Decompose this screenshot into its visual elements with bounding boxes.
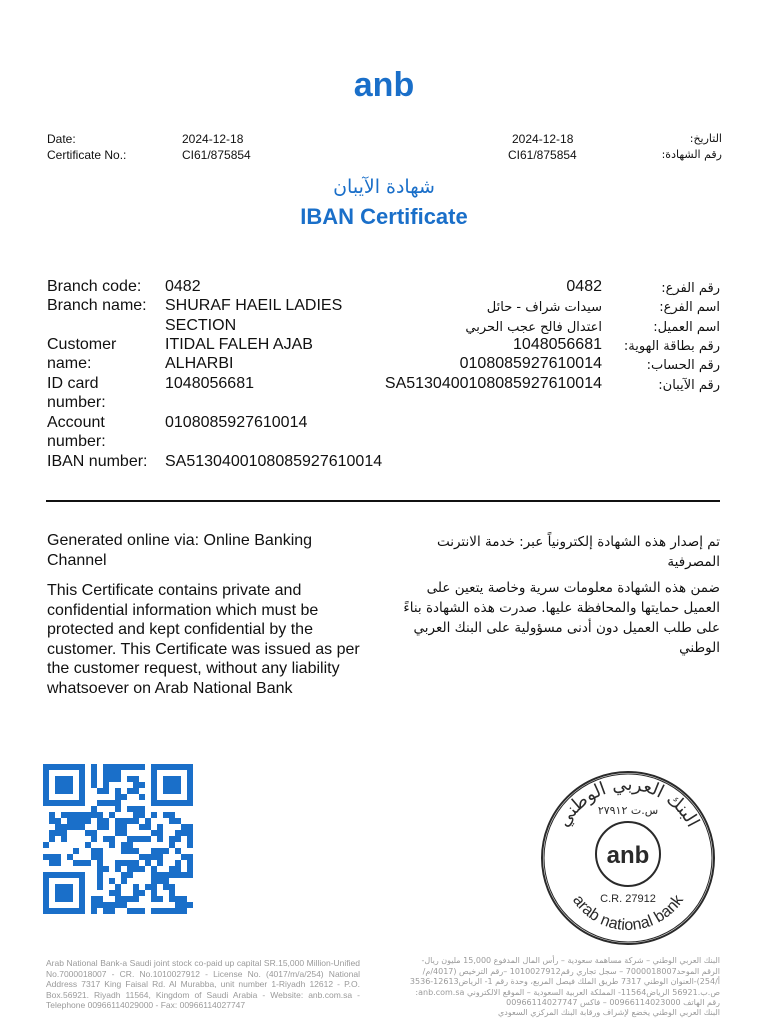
qr-module [151,872,157,878]
qr-module [175,836,181,842]
qr-module [151,812,157,818]
qr-module [115,890,121,896]
qr-module [175,818,181,824]
qr-module [121,794,127,800]
qr-module [169,836,175,842]
qr-module [109,836,115,842]
qr-module [91,836,97,842]
qr-module [157,896,163,902]
qr-module [127,788,133,794]
qr-module [103,824,109,830]
qr-module [91,908,97,914]
qr-module [145,860,151,866]
qr-module [73,818,79,824]
qr-module [79,812,85,818]
qr-module [91,812,97,818]
qr-module [181,854,187,860]
qr-module [151,866,157,872]
qr-module [115,902,121,908]
qr-module [169,890,175,896]
title-arabic: شهادة الآيبان [333,176,435,198]
qr-module [91,830,97,836]
footer-arabic-note: البنك العربي الوطني يخضع لإشراف ورقابة البنك المركزي السعودي [498,1008,720,1017]
qr-module [187,842,193,848]
generated-note: Generated online via: Online Banking Channel [47,532,313,569]
qr-module [187,866,193,872]
qr-module [169,872,175,878]
qr-module [175,908,181,914]
certificate-value-ar: CI61/875854 [508,148,577,162]
qr-module [133,848,139,854]
qr-module [187,902,193,908]
qr-code [43,764,193,914]
qr-module [61,812,67,818]
qr-module [97,872,103,878]
qr-module [55,776,73,794]
qr-module [181,830,187,836]
qr-module [139,890,145,896]
qr-module [91,854,97,860]
qr-module [97,884,103,890]
qr-module [181,824,187,830]
qr-module [67,854,73,860]
stamp-logo: anb [606,842,650,869]
qr-module [49,854,55,860]
qr-module [127,806,133,812]
qr-module [115,824,121,830]
qr-module [103,902,109,908]
qr-module [151,896,157,902]
qr-module [91,776,97,782]
qr-module [133,836,139,842]
qr-module [79,824,85,830]
qr-module [103,776,109,782]
account-label-2: number: [47,433,106,450]
qr-module [115,806,121,812]
svg-text:anb: anb [353,68,415,104]
qr-module [55,854,61,860]
qr-module [139,806,145,812]
qr-module [55,824,61,830]
qr-module [103,800,109,806]
qr-module [169,818,175,824]
qr-module [121,842,127,848]
qr-module [187,830,193,836]
qr-module [85,842,91,848]
qr-module [133,818,139,824]
account-value-ar: 0108085927610014 [459,355,602,372]
iban-label: IBAN number: [47,453,148,470]
id-value-ar: 1048056681 [513,336,602,353]
qr-module [127,866,133,872]
qr-module [151,830,157,836]
qr-module [181,902,187,908]
qr-module [151,878,157,884]
qr-module [79,818,85,824]
qr-module [187,824,193,830]
id-label-2: number: [47,394,106,411]
qr-module [133,860,139,866]
qr-module [127,896,133,902]
qr-module [49,860,55,866]
qr-module [73,860,79,866]
account-label-ar: رقم الحساب: [646,358,720,373]
branch-code-value: 0482 [165,278,201,295]
qr-module [121,878,127,884]
qr-module [115,776,121,782]
qr-module [175,896,181,902]
certificate-value: CI61/875854 [182,148,251,162]
qr-module [97,866,103,872]
qr-module [97,860,103,866]
qr-module [85,818,91,824]
qr-module [115,884,121,890]
qr-module [67,812,73,818]
qr-module [133,890,139,896]
qr-module [133,782,139,788]
qr-module [127,860,133,866]
id-label-1: ID card [47,375,99,392]
qr-module [127,842,133,848]
qr-module [133,788,139,794]
qr-module [145,854,151,860]
qr-module [97,824,103,830]
branch-name-value-ar: سيدات شراف - حائل [486,300,602,315]
qr-module [133,776,139,782]
qr-module [49,812,55,818]
qr-module [91,848,97,854]
bank-stamp [538,768,718,948]
qr-module [145,884,151,890]
qr-module [115,764,121,770]
stamp-ring-english: arab national bank [569,891,687,935]
qr-module [121,818,127,824]
qr-module [103,782,109,788]
qr-module [181,908,187,914]
qr-module [157,848,163,854]
qr-module [97,902,103,908]
qr-module [139,794,145,800]
customer-label-ar: اسم العميل: [653,320,720,335]
qr-module [127,776,133,782]
qr-module [55,884,73,902]
qr-module [163,908,169,914]
qr-module [67,824,73,830]
qr-module [157,878,163,884]
qr-module [91,896,97,902]
qr-module [157,824,163,830]
account-value: 0108085927610014 [165,414,308,431]
qr-module [139,908,145,914]
qr-module [91,806,97,812]
qr-module [133,764,139,770]
qr-module [157,908,163,914]
qr-module [121,764,127,770]
qr-module [61,836,67,842]
branch-code-label-ar: رقم الفرع: [661,281,720,296]
qr-module [163,776,181,794]
qr-module [109,890,115,896]
qr-module [175,860,181,866]
qr-module [127,872,133,878]
qr-module [103,788,109,794]
qr-module [139,782,145,788]
qr-module [115,866,121,872]
qr-module [145,824,151,830]
qr-module [49,818,55,824]
stamp-ring-arabic: البنك العربي الوطني [552,773,704,831]
qr-module [151,854,157,860]
qr-module [175,866,181,872]
qr-module [121,848,127,854]
qr-module [169,896,175,902]
qr-module [115,800,121,806]
qr-module [91,770,97,776]
date-value: 2024-12-18 [182,132,244,146]
date-label: Date: [47,132,76,146]
qr-module [139,824,145,830]
qr-module [133,884,139,890]
qr-module [85,860,91,866]
date-label-ar: التاريخ: [689,132,722,145]
qr-module [163,872,169,878]
qr-module [139,866,145,872]
iban-value: SA5130400108085927610014 [165,453,383,470]
qr-module [103,764,109,770]
qr-module [73,812,79,818]
qr-module [43,842,49,848]
qr-module [175,872,181,878]
certificate-label: Certificate No.: [47,148,127,162]
qr-module [121,830,127,836]
qr-module [175,902,181,908]
qr-module [181,896,187,902]
qr-module [103,836,109,842]
qr-module [55,830,61,836]
generated-note-ar: تم إصدار هذه الشهادة إلكترونياً عبر: خدمة الانترنت المصرفية [436,534,720,570]
qr-module [103,818,109,824]
id-value: 1048056681 [165,375,254,392]
qr-module [85,830,91,836]
qr-module [97,800,103,806]
qr-module [157,872,163,878]
qr-module [121,860,127,866]
stamp-number-arabic: س.ت ٢٧٩١٢ [597,804,659,817]
account-label-1: Account [47,414,105,431]
qr-module [79,860,85,866]
qr-module [139,812,145,818]
qr-module [121,824,127,830]
iban-value-ar: SA5130400108085927610014 [384,375,602,392]
qr-module [127,818,133,824]
qr-module [151,890,157,896]
qr-module [73,824,79,830]
title-english: IBAN Certificate [300,204,468,229]
qr-module [115,788,121,794]
qr-module [163,812,169,818]
divider [46,500,720,502]
qr-module [91,782,97,788]
qr-module [115,770,121,776]
qr-module [127,836,133,842]
qr-module [127,908,133,914]
qr-module [121,872,127,878]
qr-module [97,878,103,884]
qr-module [115,830,121,836]
qr-module [187,854,193,860]
qr-module [97,848,103,854]
qr-module [187,872,193,878]
qr-module [127,848,133,854]
qr-module [55,818,61,824]
qr-module [157,830,163,836]
qr-module [109,800,115,806]
qr-module [175,848,181,854]
qr-module [181,872,187,878]
customer-label-2: name: [47,355,92,372]
branch-name-label-ar: اسم الفرع: [659,300,720,315]
qr-module [109,878,115,884]
stamp-cr: C.R. 27912 [600,893,656,905]
qr-module [169,884,175,890]
qr-module [133,896,139,902]
qr-module [109,770,115,776]
qr-module [139,836,145,842]
customer-value-2: ALHARBI [165,355,234,372]
disclaimer-note-ar: ضمن هذه الشهادة معلومات سرية وخاصة يتعين على العميل حمايتها والمحافظة عليها. صدرت هذه الشهادة بناءً على طلب العميل دون أدنى مسؤولية على البنك العربي الوطني [403,580,720,656]
qr-module [49,830,55,836]
qr-module [109,776,115,782]
customer-value-1: ITIDAL FALEH AJAB [165,336,313,353]
qr-module [103,866,109,872]
qr-module [139,854,145,860]
branch-name-value-1: SHURAF HAEIL LADIES [165,297,343,314]
qr-module [169,812,175,818]
qr-module [115,860,121,866]
qr-module [115,794,121,800]
branch-name-value-2: SECTION [165,317,237,334]
qr-module [163,878,169,884]
qr-module [163,884,169,890]
qr-module [109,764,115,770]
qr-module [151,848,157,854]
qr-module [97,818,103,824]
qr-module [169,866,175,872]
qr-module [97,854,103,860]
qr-module [175,830,181,836]
footer-arabic: البنك العربي الوطني – شركة مساهمة سعودية – رأس المال المدفوع 15,000 مليون ريال-الرقم الموحد7000018007 – سجل تجاري رقم1010027912 –رقم الترخيص (4017/م/أ/254)-العنوان الوطني 7317 طريق الملك فيصل المربع، وحدة رقم 1- الرياض12613-3536 ص.ب.56921 الرياض11564- المملكة العربية السعودية – الموقع الالكتروني anb.com.sa: رقم الهاتف 00966114023000 – فاكس 00966114027747 [409,956,720,1007]
qr-module [151,908,157,914]
qr-module [73,848,79,854]
qr-module [97,788,103,794]
footer-english: Arab National Bank-a Saudi joint stock co-paid up capital SR.15,000 Million-Unified No.7000018007 - CR. No.1010027912 - License No. (4017/m/a/254) National Address 7317 King Faisal Rd. Al Murabba, unit number 1-Riyadh 12612 - P.O. Box.56921. Riyadh 11564, Kingdom of Saudi Arabia - Website: anb.com.sa - Telephone 00966114029000 - Fax: 00966114027747 [46,958,360,1010]
branch-code-value-ar: 0482 [566,278,602,295]
qr-module [91,764,97,770]
qr-module [157,836,163,842]
qr-module [61,824,67,830]
branch-name-label: Branch name: [47,297,147,314]
qr-module [109,842,115,848]
qr-module [151,884,157,890]
branch-code-label: Branch code: [47,278,142,295]
id-label-ar: رقم بطاقة الهوية: [623,339,720,354]
qr-module [127,764,133,770]
qr-module [133,812,139,818]
qr-module [133,908,139,914]
qr-module [109,812,115,818]
iban-label-ar: رقم الآيبان: [658,378,720,393]
date-value-ar: 2024-12-18 [512,132,574,146]
qr-module [187,860,193,866]
qr-module [61,830,67,836]
qr-module [115,896,121,902]
qr-module [121,896,127,902]
qr-module [169,908,175,914]
qr-module [109,902,115,908]
qr-module [85,812,91,818]
qr-module [103,908,109,914]
qr-module [109,908,115,914]
qr-module [133,866,139,872]
qr-module [187,836,193,842]
qr-module [169,842,175,848]
qr-module [103,770,109,776]
qr-module [139,764,145,770]
customer-value-ar: اعتدال فالح عجب الحربي [465,320,602,335]
qr-module [121,902,127,908]
qr-module [163,848,169,854]
qr-module [97,896,103,902]
qr-module [157,860,163,866]
qr-module [145,836,151,842]
qr-module [43,854,49,860]
qr-module [115,818,121,824]
qr-module [97,812,103,818]
qr-module [145,818,151,824]
certificate-label-ar: رقم الشهادة: [661,148,722,161]
disclaimer-note: This Certificate contains private and confidential information which must be protected and kept confidential by the customer. This Certificate was issued as per the customer request, without any liability whatsoever on Arab National Bank [47,582,360,697]
qr-module [91,902,97,908]
anb-logo [344,68,424,104]
qr-module [133,806,139,812]
customer-label-1: Customer [47,336,117,353]
qr-module [55,860,61,866]
qr-module [157,854,163,860]
qr-module [67,818,73,824]
qr-module [49,836,55,842]
